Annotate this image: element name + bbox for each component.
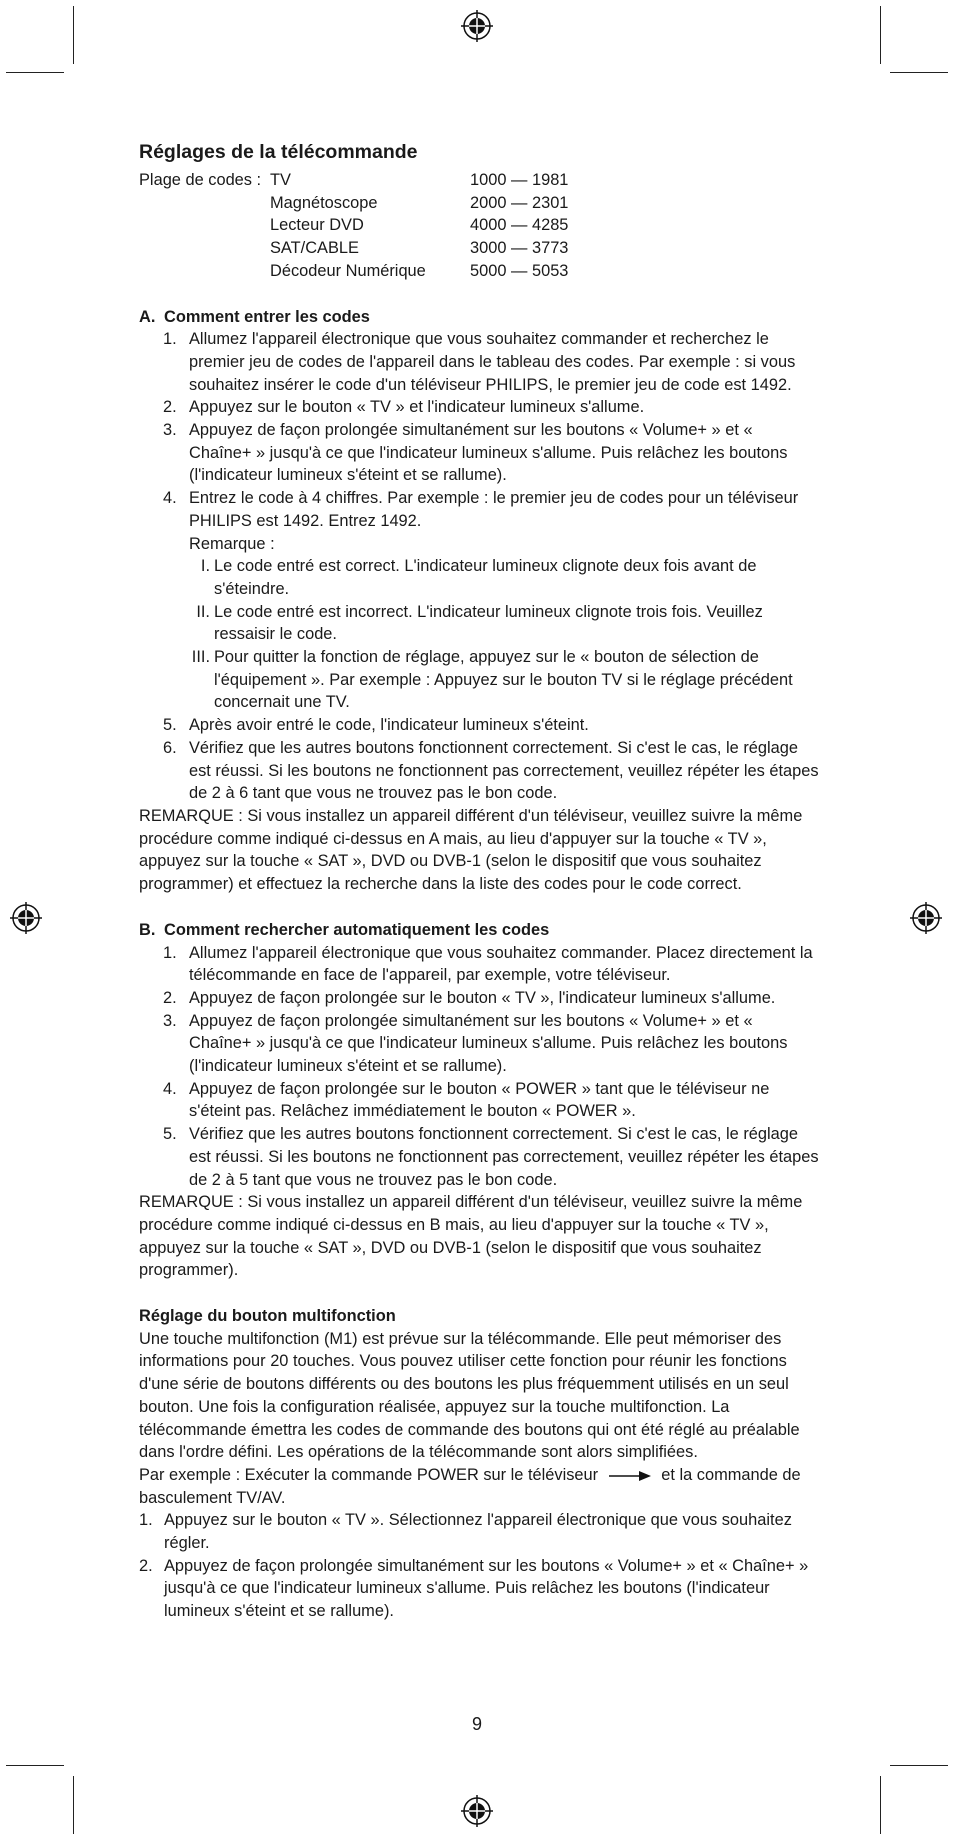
remark-number: I. (200, 557, 210, 576)
section-multifunction (139, 1305, 819, 1623)
step-text: Vérifiez que les autres boutons fonctionnent correctement. Si c'est le cas, le réglage est réussi. Si les boutons ne fonctionnent pas correctement, veuillez répéter les étapes de 2 à 6 tant que vous ne trouvez pas le bon code. (189, 738, 819, 803)
page-title: Réglages de la télécommande (139, 141, 418, 163)
code-range: 2000 — 2301 (470, 193, 569, 212)
section-title: Comment entrer les codes (164, 307, 370, 326)
step-text: Appuyez de façon prolongée simultanément sur les boutons « Volume+ » et « Chaîne+ » jusqu'à ce que l'indicateur lumineux s'allume. Puis relâchez les boutons (l'indicateur lumineux s'éteint et se rallume). (189, 1011, 788, 1076)
list-item (139, 1509, 819, 1554)
example-paragraph (139, 1464, 819, 1509)
registration-mark-icon (910, 902, 942, 934)
page-number: 9 (471, 1714, 482, 1734)
section-title: Comment rechercher automatiquement les codes (164, 920, 550, 939)
step-number: 1. (163, 330, 177, 349)
remarks-list (189, 555, 819, 714)
step-number: 6. (163, 738, 177, 757)
crop-mark (6, 1765, 64, 1766)
registration-mark-icon (461, 1795, 493, 1827)
list-item (139, 1555, 819, 1623)
crop-mark (880, 6, 881, 64)
section-letter: A. (139, 307, 156, 326)
list-item (163, 714, 819, 737)
remark-text: Le code entré est incorrect. L'indicateur lumineux clignote trois fois. Veuillez ressaisir le code. (214, 602, 763, 644)
list-item (163, 1010, 819, 1078)
code-range: 4000 — 4285 (470, 216, 569, 235)
section-heading (139, 306, 819, 329)
list-item (163, 419, 819, 487)
steps-list (139, 328, 819, 805)
step-text: Appuyez sur le bouton « TV ». Sélectionnez l'appareil électronique que vous souhaitez régler. (164, 1511, 792, 1553)
crop-mark (890, 1765, 948, 1766)
remark-label: Remarque : (189, 534, 275, 553)
step-number: 1. (139, 1511, 153, 1530)
crop-mark (890, 72, 948, 73)
step-text: Allumez l'appareil électronique que vous souhaitez commander. Placez directement la télécommande en face de l'appareil, par exemple, votre téléviseur. (189, 943, 813, 985)
crop-mark (73, 6, 74, 64)
step-number: 2. (139, 1556, 153, 1575)
step-number: 5. (163, 1125, 177, 1144)
code-device: Lecteur DVD (270, 216, 364, 235)
section-auto-search (139, 919, 819, 1282)
example-text: et la commande de basculement TV/AV. (139, 1465, 801, 1507)
note-paragraph: REMARQUE : Si vous installez un appareil différent d'un téléviseur, veuillez suivre la même procédure comme indiqué ci-dessus en A mais, au lieu d'appuyer sur la touche « TV », appuyez sur la touche « SAT », DVD ou DVB-1 (selon le dispositif que vous souhaitez programmer) et effectuez la recherche dans la liste des codes pour le code correct. (139, 806, 803, 894)
step-text: Appuyez de façon prolongée sur le bouton « TV », l'indicateur lumineux s'allume. (189, 988, 776, 1007)
list-item (163, 737, 819, 805)
steps-list (139, 1509, 819, 1623)
remark-number: II. (196, 602, 210, 621)
remark-text: Pour quitter la fonction de réglage, appuyez sur le « bouton de sélection de l'équipement ». Par exemple : Appuyez sur le bouton TV si le réglage précédent concernait une TV. (214, 648, 793, 712)
crop-mark (6, 72, 64, 73)
code-range: 5000 — 5053 (470, 261, 569, 280)
code-range: 1000 — 1981 (470, 171, 569, 189)
list-item (163, 396, 819, 419)
step-text: Allumez l'appareil électronique que vous souhaitez commander et recherchez le premier jeu de codes de l'appareil dans le tableau des codes. Par exemple : si vous souhaitez insérer le code d'un téléviseur PHILIPS, le premier jeu de code est 1492. (189, 330, 796, 394)
step-number: 4. (163, 1079, 177, 1098)
registration-mark-icon (10, 902, 42, 934)
list-item (163, 1123, 819, 1191)
code-range-label: Plage de codes : (139, 171, 262, 189)
registration-mark-icon (461, 10, 493, 42)
page-content (139, 140, 819, 1623)
list-item (200, 555, 819, 600)
step-text: Entrez le code à 4 chiffres. Par exemple : le premier jeu de codes pour un téléviseur PHILIPS est 1492. Entrez 1492. (189, 489, 799, 530)
code-device: TV (270, 171, 291, 189)
list-item (163, 487, 819, 714)
code-range: 3000 — 3773 (470, 239, 569, 258)
code-device: SAT/CABLE (270, 239, 359, 258)
remark-number: III. (191, 648, 210, 667)
code-device: Magnétoscope (270, 193, 378, 212)
remark-text: Le code entré est correct. L'indicateur lumineux clignote deux fois avant de s'éteindre. (214, 557, 757, 598)
example-text: Par exemple : Exécuter la commande POWER sur le téléviseur (139, 1465, 599, 1484)
section-heading (139, 919, 819, 942)
step-number: 3. (163, 421, 177, 440)
code-range-table (139, 169, 819, 283)
section-title: Réglage du bouton multifonction (139, 1307, 396, 1326)
list-item (163, 328, 819, 396)
crop-mark (73, 1776, 74, 1834)
step-number: 3. (163, 1011, 177, 1030)
step-number: 4. (163, 489, 177, 508)
step-text: Appuyez de façon prolongée simultanément sur les boutons « Volume+ » et « Chaîne+ » jusqu'à ce que l'indicateur lumineux s'allume. Puis relâchez les boutons (l'indicateur lumineux s'éteint et se rallume). (164, 1556, 809, 1621)
step-text: Vérifiez que les autres boutons fonctionnent correctement. Si c'est le cas, le réglage est réussi. Si les boutons ne fonctionnent pas correctement, veuillez répéter les étapes de 2 à 5 tant que vous ne trouvez pas le bon code. (189, 1125, 819, 1189)
step-number: 1. (163, 943, 177, 962)
list-item (163, 987, 819, 1010)
code-device: Décodeur Numérique (270, 261, 426, 280)
right-arrow-icon (609, 1470, 651, 1482)
list-item (163, 1078, 819, 1123)
section-enter-codes (139, 306, 819, 896)
step-number: 2. (163, 988, 177, 1007)
list-item (196, 601, 819, 646)
body-paragraph: Une touche multifonction (M1) est prévue sur la télécommande. Elle peut mémoriser des informations pour 20 touches. Vous pouvez utiliser cette fonction pour réunir les fonctions d'une série de boutons différents ou des boutons les plus fréquemment utilisés en un seul bouton. Une fois la configuration réalisée, appuyez sur la touche multifonction. La télécommande émettra les codes de commande des boutons qui ont été réglé au préalable dans l'ordre défini. Les opérations de la télécommande sont alors simplifiées. (139, 1329, 800, 1462)
step-text: Après avoir entré le code, l'indicateur lumineux s'éteint. (189, 716, 589, 735)
list-item (191, 646, 819, 714)
step-text: Appuyez de façon prolongée simultanément sur les boutons « Volume+ » et « Chaîne+ » jusqu'à ce que l'indicateur lumineux s'allume. Puis relâchez les boutons (l'indicateur lumineux s'éteint et se rallume). (189, 421, 788, 485)
section-letter: B. (139, 920, 156, 939)
list-item (163, 942, 819, 987)
steps-list (139, 942, 819, 1192)
step-number: 5. (163, 716, 177, 735)
crop-mark (880, 1776, 881, 1834)
step-text: Appuyez de façon prolongée sur le bouton « POWER » tant que le téléviseur ne s'éteint pas. Relâchez immédiatement le bouton « POWER ». (189, 1079, 770, 1121)
step-text: Appuyez sur le bouton « TV » et l'indicateur lumineux s'allume. (189, 398, 645, 417)
step-number: 2. (163, 398, 177, 417)
note-paragraph: REMARQUE : Si vous installez un appareil différent d'un téléviseur, veuillez suivre la même procédure comme indiqué ci-dessus en B mais, au lieu d'appuyer sur la touche « TV », appuyez sur la touche « SAT », DVD ou DVB-1 (selon le dispositif que vous souhaitez programmer). (139, 1193, 803, 1280)
